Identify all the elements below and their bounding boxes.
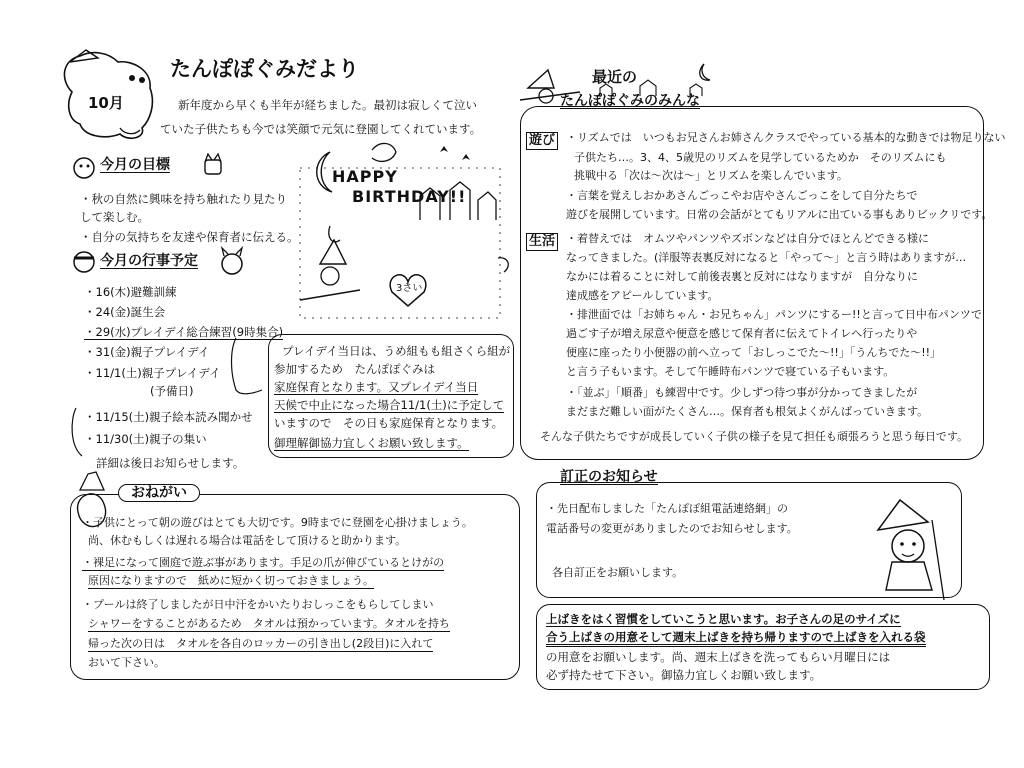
events-heading: 今月の行事予定 <box>100 253 198 269</box>
request-line-7: 帰った次の日は タオルを各自のロッカーの引き出し(2段目)に入れて <box>88 637 434 650</box>
life-line-2: なってきました。(洋服等表裏反対になると「やって～」と言う時はありますが… <box>566 251 967 264</box>
shoes-line-3: の用意をお願いします。尚、週末上ばきを洗ってもらい月曜日には <box>546 650 891 664</box>
request-line-4: 原因になりますので 紙めに短かく切っておきましょう。 <box>88 574 374 587</box>
recent-heading-2: たんぽぽぐみのみんな <box>560 93 700 109</box>
life-line-3: なかには着ることに対して前後表裏と反対にはなりますが 自分なりに <box>566 270 918 283</box>
request-line-8: おいて下さい。 <box>88 656 165 669</box>
request-line-5: ・プールは終了しましたが日中汗をかいたりおしっこをもらしてしまい <box>82 598 434 611</box>
goal-item-2: ・自分の気持ちを友達や保育者に伝える。 <box>80 230 299 244</box>
events-footnote: 詳細は後日お知らせします。 <box>96 456 245 470</box>
play-line-1: ・リズムでは いつもお兄さんお姉さんクラスでやっている基本的な動きでは物足りない <box>566 131 1006 144</box>
life-line-6: 過ごす子が増え尿意や便意を感じて保育者に伝えてトイレへ行ったりや <box>566 327 918 340</box>
intro-line-2: ていた子供たちも今では笑顔で元気に登園してくれています。 <box>160 122 482 136</box>
life-line-1: ・着替えでは オムツやパンツやズボンなどは自分でほとんどできる様に <box>566 232 929 245</box>
play-line-5: 遊びを展開しています。日常の会話がとてもリアルに出ている事もありビックリです。 <box>566 208 993 221</box>
recent-heading-1: 最近の <box>592 68 638 86</box>
life-line-4: 達成感をアピールしています。 <box>566 289 719 302</box>
playday-note-line-1: プレイデイ当日は、うめ組もも組さくら組が <box>282 344 511 358</box>
request-line-6: シャワーをすることがあるため タオルは預かっています。タオルを持ち <box>88 617 450 630</box>
request-line-1: ・子供にとって朝の遊びはとても大切です。9時までに登園を心掛けましょう。 <box>82 516 473 529</box>
intro-line-1: 新年度から早くも半年が経ちました。最初は寂しくて泣い <box>178 98 477 112</box>
correction-box <box>536 482 962 598</box>
playday-note-line-6: 御理解御協力宜しくお願い致します。 <box>274 436 469 450</box>
birthday-age: 3さい <box>396 283 423 294</box>
birthday-text-1: HAPPY <box>332 167 398 186</box>
life-line-5: ・排泄面では「お姉ちゃん・お兄ちゃん」パンツにするー!!と言って日中布パンツで <box>566 308 982 321</box>
goals-heading: 今月の目標 <box>100 157 170 173</box>
event-item-6: ・11/15(土)親子絵本読み聞かせ <box>84 410 253 424</box>
event-item-5-note: (予備日) <box>150 384 194 398</box>
event-item-3: ・29(水)プレイデイ総合練習(9時集合) <box>84 325 284 339</box>
event-item-4: ・31(金)親子プレイデイ <box>84 345 210 359</box>
playday-note-line-3: 家庭保育となります。又プレイデイ当日 <box>274 380 479 394</box>
play-tag: 遊び <box>526 132 558 150</box>
event-item-1: ・16(木)避難訓練 <box>84 285 177 299</box>
life-line-8: と言う子もいます。そして午睡時布パンツで寝ている子もいます。 <box>566 365 895 378</box>
life-tag: 生活 <box>526 233 558 251</box>
play-line-2: 子供たち…。3、4、5歳児のリズムを見学しているためか そのリズムにも <box>574 151 947 164</box>
shoes-line-2: 合う上ばきの用意そして週末上ばきを持ち帰りますので上ばきを入れる袋 <box>546 630 926 647</box>
life-line-7: 便座に座ったり小便器の前へ立って「おしっこでた～!!」「うんちでた～!!」 <box>566 346 942 359</box>
request-heading: おねがい <box>118 484 200 502</box>
life-line-9: ・「並ぶ」「順番」も練習中です。少しずつ待つ事が分かってきましたが <box>566 386 918 399</box>
goal-item-1: ・秋の自然に興味を持ち触れたり見たり <box>80 192 287 206</box>
goal-item-1-cont: して楽しむ。 <box>80 210 149 224</box>
witch-girl-illustration <box>0 0 1 1</box>
correction-line-2: 電話番号の変更がありましたのでお知らせします。 <box>546 522 798 535</box>
life-line-10: まだまだ難しい面がたくさん…。保育者も根気よくがんばっていきます。 <box>566 405 929 418</box>
event-item-7: ・11/30(土)親子の集い <box>84 432 207 446</box>
shoes-line-1: 上ばきをはく習慣をしていこうと思います。お子さんの足のサイズに <box>546 612 901 626</box>
event-item-5: ・11/1(土)親子プレイデイ <box>84 366 221 380</box>
correction-footer: 各自訂正をお願いします。 <box>552 566 684 579</box>
event-item-2: ・24(金)誕生会 <box>84 305 166 319</box>
newsletter-title: たんぽぽぐみだより <box>170 57 359 81</box>
play-line-3: 挑戦中る「次は～次は～」とリズムを楽しんでいます。 <box>574 169 848 182</box>
shoes-line-4: 必ず持たせて下さい。御協力宜しくお願い致します。 <box>546 668 822 682</box>
playday-note-line-4: 天候で中止になった場合11/1(土)に予定して <box>274 398 505 412</box>
month-label: 10月 <box>88 94 124 112</box>
playday-note-line-2: 参加するため たんぽぽぐみは <box>274 362 435 376</box>
correction-heading: 訂正のお知らせ <box>560 469 658 485</box>
play-line-4: ・言葉を覚えしおかあさんごっこやお店やさんごっこをして自分たちで <box>566 189 918 202</box>
recent-closing: そんな子供たちですが成長していく子供の様子を見て担任も頑張ろうと思う毎日です。 <box>540 430 969 443</box>
request-line-2: 尚、休むもしくは遅れる場合は電話をして頂けると助かります。 <box>88 534 407 547</box>
request-line-3: ・裸足になって園庭で遊ぶ事があります。手足の爪が伸びているとけがの <box>82 556 445 569</box>
playday-note-line-5: いますので その日も家庭保育となります。 <box>274 416 504 430</box>
correction-line-1: ・先日配布しました「たんぽぽ組電話連絡網」の <box>546 502 788 515</box>
birthday-text-2: BIRTHDAY!! <box>352 187 467 206</box>
